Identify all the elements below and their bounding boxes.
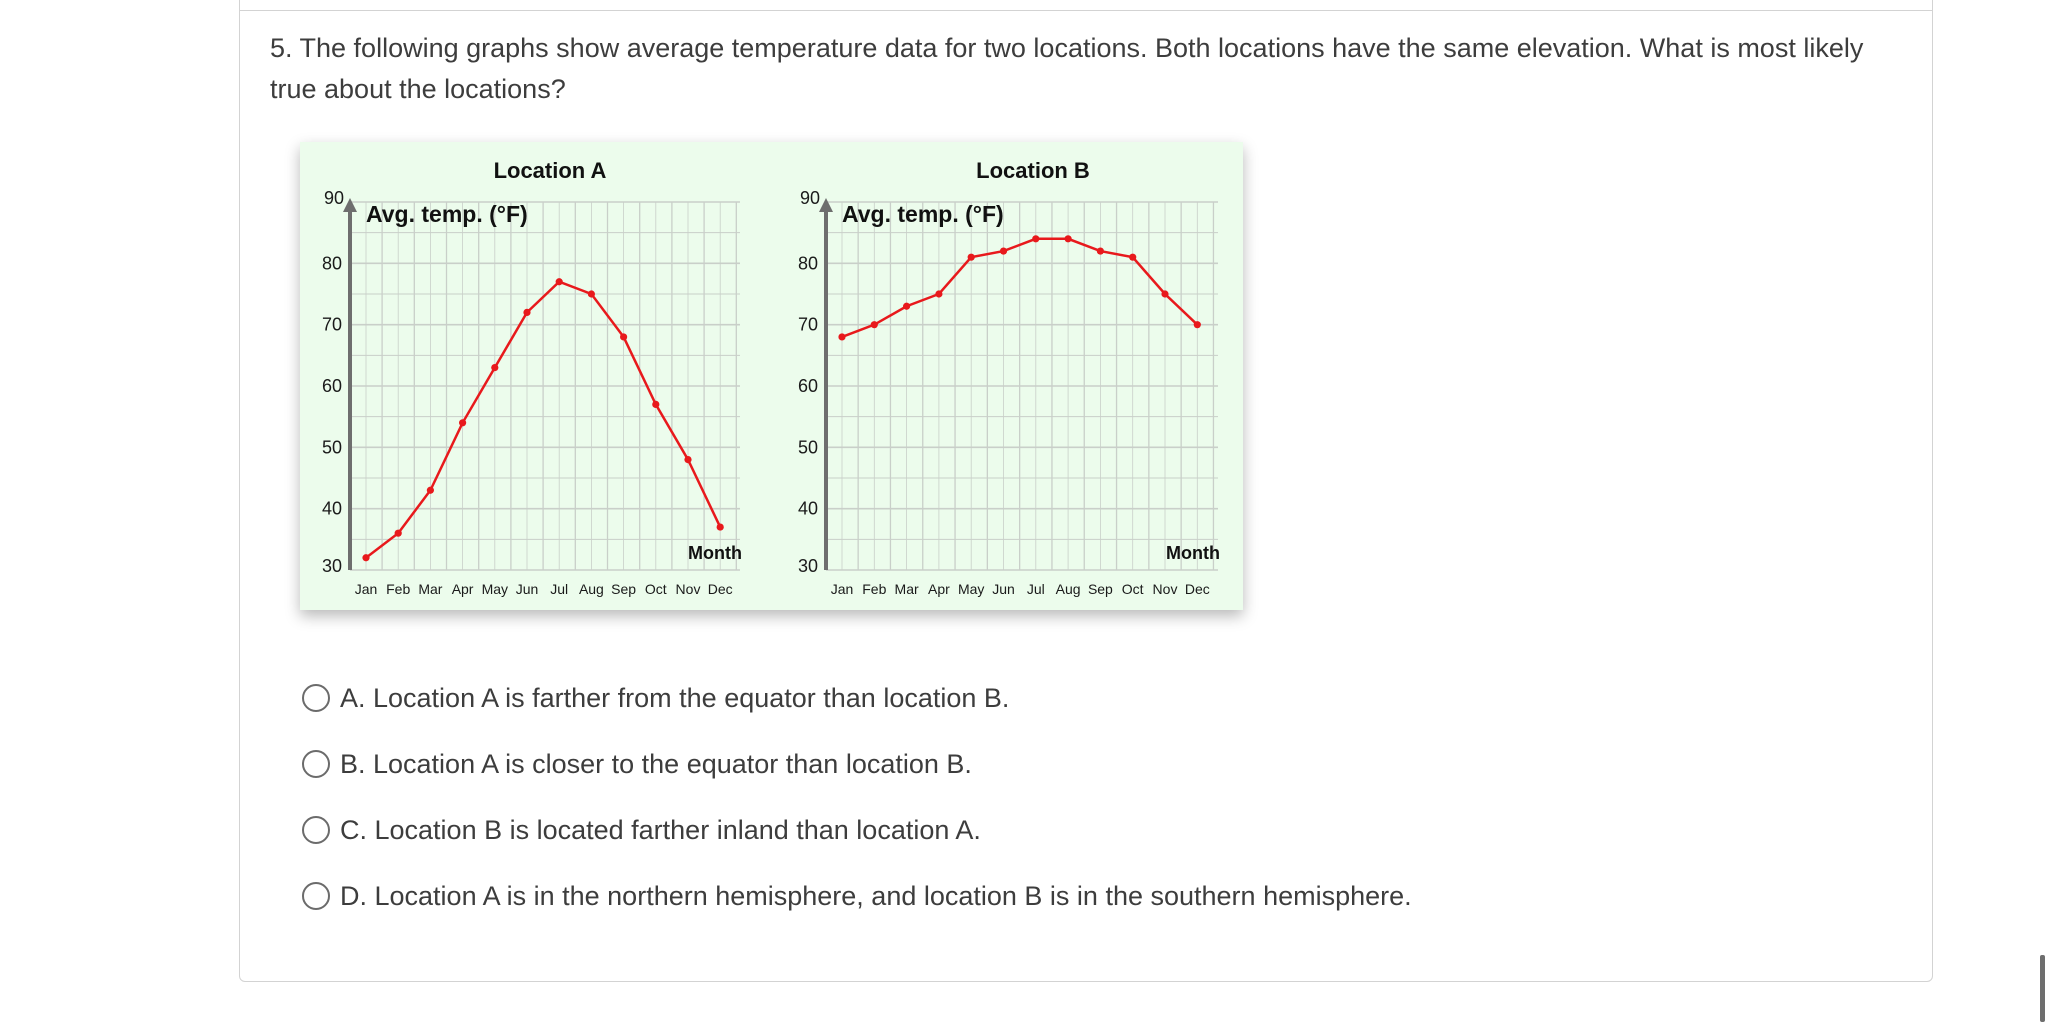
location-a-data-point	[523, 309, 530, 316]
location-b-x-tick-label: Dec	[1184, 581, 1210, 597]
location-b-data-point	[968, 254, 975, 261]
location-a-y-axis-arrow-icon	[343, 198, 357, 212]
location-b-data-point	[1032, 235, 1039, 242]
location-a-x-tick-label: Aug	[578, 581, 604, 597]
location-a-y-tick-label: 30	[321, 556, 342, 576]
option-d-label: D. Location A is in the northern hemisphere, and location B is in the southern hemisphere.	[340, 880, 1412, 911]
location-a-data-point	[362, 554, 369, 561]
location-a-data-point	[588, 290, 595, 297]
scrollbar-thumb[interactable]	[2040, 955, 2045, 1022]
location-a-x-tick-label: Jun	[515, 581, 539, 597]
location-b-data-point	[1065, 235, 1072, 242]
location-b-x-tick-label: May	[957, 581, 985, 597]
location-a-y-tick-label: 40	[321, 498, 342, 519]
location-b-x-tick-label: Nov	[1152, 581, 1178, 597]
location-a-x-tick-label: Nov	[675, 581, 701, 597]
location-b-y-tick-label: 70	[797, 314, 818, 335]
option-b[interactable]	[302, 744, 972, 784]
location-b-x-tick-label: Oct	[1121, 581, 1144, 597]
location-a-x-tick-label: Mar	[418, 581, 443, 597]
location-b-x-tick-label: Jan	[830, 581, 854, 597]
location-b-y-tick-label: 30	[797, 556, 818, 576]
location-a-y-tick-label: 80	[321, 253, 342, 274]
option-a[interactable]	[302, 678, 1009, 718]
radio-icon[interactable]	[302, 816, 330, 844]
location-b-y-tick-label: 90	[799, 188, 820, 208]
location-a-x-tick-label: Sep	[611, 581, 637, 597]
location-a-x-tick-label: Dec	[707, 581, 733, 597]
location-a-data-point	[395, 530, 402, 537]
option-a-label: A. Location A is farther from the equator than location B.	[340, 682, 1010, 713]
location-a-x-axis-label: Month	[688, 543, 742, 563]
option-b-label: B. Location A is closer to the equator than location B.	[340, 748, 972, 779]
location-a-x-tick-label: Feb	[386, 581, 411, 597]
location-a-data-point	[556, 278, 563, 285]
location-a-data-point	[684, 456, 691, 463]
radio-icon[interactable]	[302, 684, 330, 712]
location-b-chart-title: Location B	[976, 158, 1090, 183]
location-b-x-tick-label: Jul	[1026, 581, 1045, 597]
location-a-data-point	[717, 523, 724, 530]
location-b-data-point	[871, 321, 878, 328]
location-b-y-tick-label: 60	[797, 376, 818, 396]
location-a-x-tick-label: Oct	[644, 581, 667, 597]
question-text: 5. The following graphs show average temperature data for two locations. Both locations have the same elevation. What is most likely true about the locations?	[270, 33, 1864, 104]
location-b-data-point	[1097, 247, 1104, 254]
location-b-data-point	[1161, 290, 1168, 297]
location-b-data-point	[935, 290, 942, 297]
location-b-x-tick-label: Aug	[1055, 581, 1081, 597]
charts-svg	[300, 142, 1243, 610]
location-b-x-tick-label: Sep	[1087, 581, 1113, 597]
radio-icon[interactable]	[302, 882, 330, 910]
location-b-x-tick-label: Apr	[928, 581, 950, 597]
location-b-y-tick-label: 40	[797, 498, 818, 519]
location-b-x-axis-label: Month	[1166, 543, 1220, 563]
location-b-data-point	[838, 333, 845, 340]
location-a-chart-title: Location A	[493, 158, 607, 183]
location-b-data-point	[1194, 321, 1201, 328]
card-divider	[239, 10, 1933, 11]
location-a-x-tick-label: Apr	[451, 581, 474, 597]
temperature-charts-figure	[300, 142, 1243, 610]
location-a-data-point	[427, 487, 434, 494]
location-b-y-tick-label: 80	[797, 253, 818, 274]
location-a-y-axis-label: Avg. temp. (°F)	[366, 201, 528, 227]
radio-icon[interactable]	[302, 750, 330, 778]
location-b-data-point	[1000, 247, 1007, 254]
location-b-y-axis-label: Avg. temp. (°F)	[842, 201, 1004, 227]
option-c[interactable]	[302, 810, 981, 850]
location-b-data-point	[1129, 254, 1136, 261]
location-b-y-axis-arrow-icon	[819, 198, 833, 212]
location-a-y-tick-label: 60	[321, 376, 342, 396]
location-a-y-tick-label: 70	[321, 314, 342, 335]
location-a-data-point	[652, 401, 659, 408]
location-a-data-point	[459, 419, 466, 426]
location-a-x-tick-label: Jul	[550, 581, 569, 597]
location-a-data-point	[491, 364, 498, 371]
location-b-x-tick-label: Jun	[992, 581, 1015, 597]
location-a-y-tick-label: 50	[321, 437, 342, 458]
location-b-x-tick-label: Feb	[862, 581, 887, 597]
location-b-y-tick-label: 50	[797, 437, 818, 458]
option-c-label: C. Location B is located farther inland than location A.	[340, 814, 981, 845]
location-a-y-tick-label: 90	[323, 188, 344, 208]
location-a-x-tick-label: Jan	[354, 581, 378, 597]
location-a-x-tick-label: May	[481, 581, 509, 597]
location-b-x-tick-label: Mar	[894, 581, 919, 597]
location-b-data-point	[903, 303, 910, 310]
option-d[interactable]	[302, 876, 1412, 916]
location-a-data-point	[620, 333, 627, 340]
